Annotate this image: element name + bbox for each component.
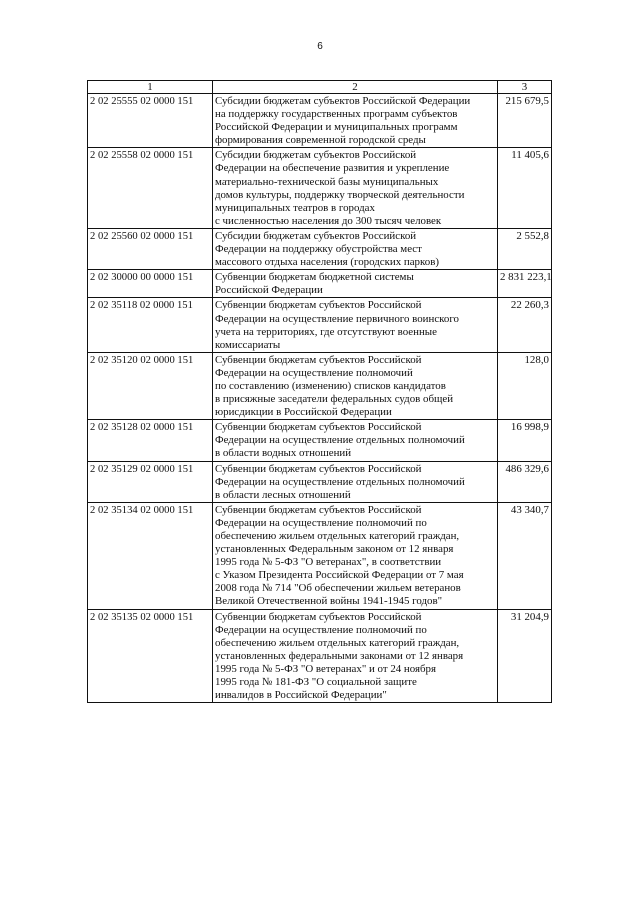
budget-code-cell: 2 02 35118 02 0000 151 bbox=[88, 298, 213, 352]
table-row bbox=[88, 270, 552, 298]
budget-code-cell: 2 02 25555 02 0000 151 bbox=[88, 94, 213, 148]
table-row bbox=[88, 609, 552, 703]
header-col-3: 3 bbox=[498, 81, 552, 94]
budget-code-cell: 2 02 35134 02 0000 151 bbox=[88, 502, 213, 609]
table-row bbox=[88, 352, 552, 419]
description-cell: Субвенции бюджетам субъектов Российской Федерации на осуществление полномочий по обеспечению жильем отдельных категорий граждан, установленных Федеральным законом от 12 января 1995 года № 5-ФЗ "О ветеранах", в соответствии с Указом Президента Российской Федерации от 7 мая 2008 года № 714 "Об обеспечении жильем ветеранов Великой Отечественной войны 1941-1945 годов" bbox=[213, 502, 498, 609]
description-cell: Субвенции бюджетам субъектов Российской Федерации на осуществление отдельных полномочий в области лесных отношений bbox=[213, 461, 498, 502]
budget-code-cell: 2 02 30000 00 0000 151 bbox=[88, 270, 213, 298]
header-col-1: 1 bbox=[88, 81, 213, 94]
description-cell: Субвенции бюджетам субъектов Российской Федерации на осуществление первичного воинского учета на территориях, где отсутствуют военные комиссариаты bbox=[213, 298, 498, 352]
description-cell: Субсидии бюджетам субъектов Российской Федерации на поддержку государственных программ субъектов Российской Федерации и муниципальных программ формирования современной городской среды bbox=[213, 94, 498, 148]
budget-code-cell: 2 02 35135 02 0000 151 bbox=[88, 609, 213, 703]
description-cell: Субвенции бюджетам бюджетной системы Российской Федерации bbox=[213, 270, 498, 298]
budget-code-cell: 2 02 35120 02 0000 151 bbox=[88, 352, 213, 419]
description-cell: Субсидии бюджетам субъектов Российской Федерации на обеспечение развития и укрепление материально-технической базы муниципальных домов культуры, поддержку творческой деятельности муниципальных театров в городах с численностью населения до 300 тысяч человек bbox=[213, 148, 498, 229]
amount-cell: 215 679,5 bbox=[498, 94, 552, 148]
budget-code-cell: 2 02 25558 02 0000 151 bbox=[88, 148, 213, 229]
table-row bbox=[88, 502, 552, 609]
description-cell: Субвенции бюджетам субъектов Российской Федерации на осуществление отдельных полномочий в области водных отношений bbox=[213, 420, 498, 461]
header-col-2: 2 bbox=[213, 81, 498, 94]
page-number: 6 bbox=[317, 41, 323, 52]
budget-table bbox=[87, 80, 552, 703]
amount-cell: 486 329,6 bbox=[498, 461, 552, 502]
budget-code-cell: 2 02 35128 02 0000 151 bbox=[88, 420, 213, 461]
amount-cell: 16 998,9 bbox=[498, 420, 552, 461]
table-row bbox=[88, 420, 552, 461]
amount-cell: 22 260,3 bbox=[498, 298, 552, 352]
budget-code-cell: 2 02 25560 02 0000 151 bbox=[88, 228, 213, 269]
description-cell: Субвенции бюджетам субъектов Российской Федерации на осуществление полномочий по обеспечению жильем отдельных категорий граждан, установленных федеральными законами от 12 января 1995 года № 5-ФЗ "О ветеранах" и от 24 ноября 1995 года № 181-ФЗ "О социальной защите инвалидов в Российской Федерации" bbox=[213, 609, 498, 703]
table-row bbox=[88, 94, 552, 148]
amount-cell: 31 204,9 bbox=[498, 609, 552, 703]
table-row bbox=[88, 228, 552, 269]
description-cell: Субсидии бюджетам субъектов Российской Федерации на поддержку обустройства мест массового отдыха населения (городских парков) bbox=[213, 228, 498, 269]
budget-code-cell: 2 02 35129 02 0000 151 bbox=[88, 461, 213, 502]
table-row bbox=[88, 461, 552, 502]
table-header-row bbox=[88, 81, 552, 94]
amount-cell: 2 831 223,1 bbox=[498, 270, 552, 298]
table-row bbox=[88, 148, 552, 229]
amount-cell: 43 340,7 bbox=[498, 502, 552, 609]
amount-cell: 11 405,6 bbox=[498, 148, 552, 229]
amount-cell: 2 552,8 bbox=[498, 228, 552, 269]
amount-cell: 128,0 bbox=[498, 352, 552, 419]
description-cell: Субвенции бюджетам субъектов Российской Федерации на осуществление полномочий по составлению (изменению) списков кандидатов в присяжные заседатели федеральных судов общей юрисдикции в Российской Федерации bbox=[213, 352, 498, 419]
table-row bbox=[88, 298, 552, 352]
